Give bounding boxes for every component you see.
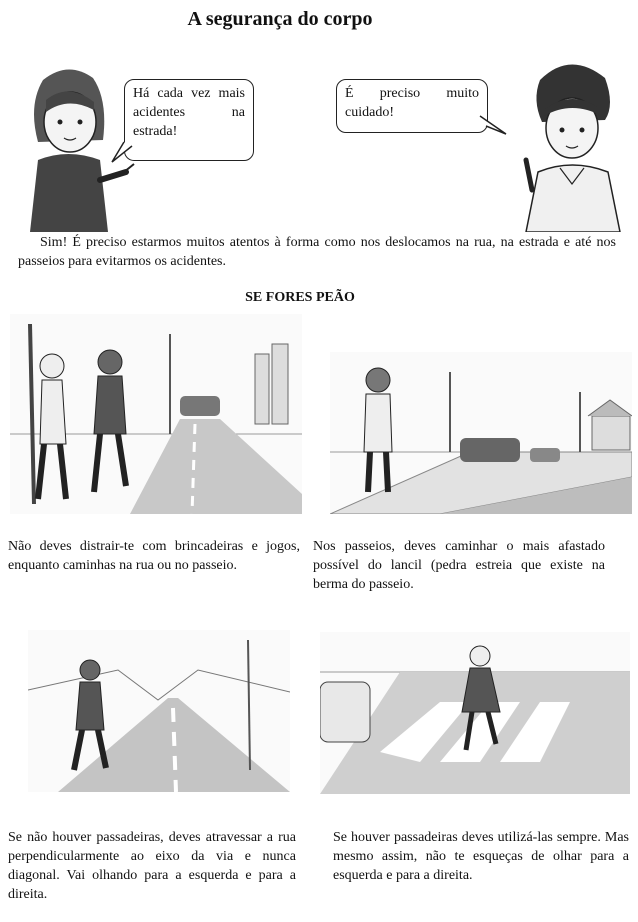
speech-bubble-boy [336, 79, 488, 133]
page-title: A segurança do corpo [187, 8, 373, 30]
panel-sidewalk-illustration [330, 352, 632, 514]
intro-paragraph: Sim! É preciso estarmos muitos atentos à forma como nos deslocamos na rua, na estrada e até nos passeios para evitarmos os acidentes. [18, 235, 616, 269]
caption-panel1: Não deves distrair-te com brincadeiras e jogos, enquanto caminhas na rua ou no passeio. [8, 539, 300, 573]
caption-panel2: Nos passeios, deves caminhar o mais afastado possível do lancil (pedra estreia que existe na berma do passeio. [313, 539, 605, 592]
panel-crossing-illustration [28, 630, 290, 792]
bubble-text-boy: É preciso muito cuidado! [345, 86, 479, 120]
panel-zebra-crossing-illustration [320, 632, 630, 794]
bubble-text-girl: Há cada vez mais acidentes na estrada! [133, 86, 245, 139]
section-heading: SE FORES PEÃO [245, 290, 355, 305]
speech-bubble-girl [124, 79, 254, 161]
caption-panel3: Se não houver passadeiras, deves atravessar a rua perpendicularmente ao eixo da via e nunca diagonal. Vai olhando para a esquerda e para a direita. [8, 830, 296, 902]
boy-illustration [510, 50, 632, 232]
bubble-tail-girl [110, 140, 134, 164]
panel-playing-illustration [10, 314, 302, 514]
bubble-tail-boy [478, 112, 508, 136]
caption-panel4: Se houver passadeiras deves utilizá-las sempre. Mas mesmo assim, não te esqueças de olhar para a esquerda e para a direita. [333, 830, 629, 883]
